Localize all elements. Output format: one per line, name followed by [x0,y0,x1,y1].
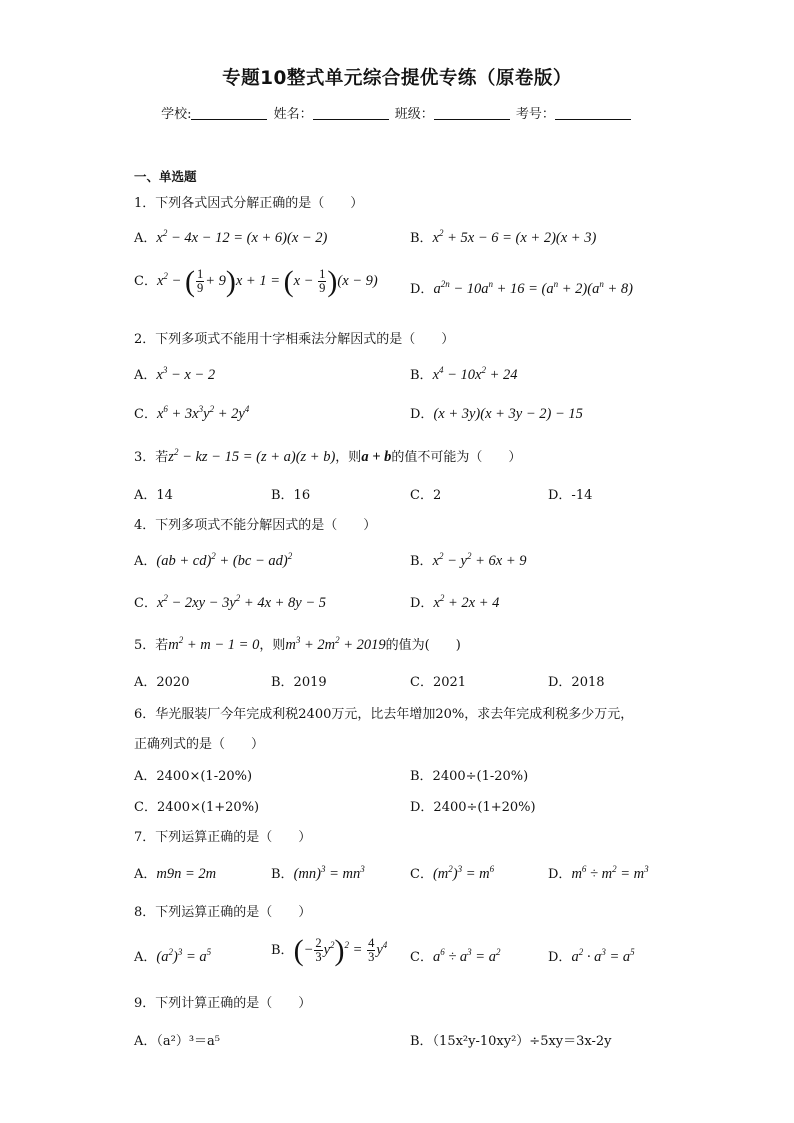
q2-option-d[interactable]: D．(x + 3y)(x + 3y − 2) − 15 [410,406,583,422]
q1-option-c[interactable]: C．$x^2$ − ( $\frac{1}{9}$ + 9)x + 1 = (x − $\frac{1}{9}$ )(x − 9) [134,264,378,298]
q9-option-a[interactable]: A．（a²）³＝a⁵ [134,1034,221,1049]
q8-option-a[interactable]: A．$(a^2)^3 = a^5$ [134,947,212,965]
q5-option-c[interactable]: C．2021 [410,675,467,690]
q6-option-c[interactable]: C．2400×(1+20%) [134,800,260,815]
q6-option-b[interactable]: B．2400÷(1-20%) [410,769,529,784]
q3-option-a[interactable]: A．14 [134,488,173,503]
q4-stem: 4．下列多项式不能分解因式的是（ ） [134,518,377,533]
q1-stem: 1．下列各式因式分解正确的是（ ） [134,196,364,211]
q6-option-a[interactable]: A．2400×(1-20%) [134,769,253,784]
q2-stem: 2．下列多项式不能用十字相乘法分解因式的是（ ） [134,332,455,347]
name-blank[interactable] [313,106,389,120]
q1-option-a[interactable]: A．$x^2 - 4x - 12 = (x + 6)(x - 2)$ [134,228,328,246]
q2-option-a[interactable]: A．$x^3 - x - 2$ [134,365,216,383]
q8-option-c[interactable]: C．$a^6 \div a^3 = a^2$ [410,947,501,965]
q5-option-b[interactable]: B．2019 [271,675,327,690]
school-label: 学校: [161,107,192,122]
class-label: 班级： [394,107,434,122]
q5-stem: 5．若$m^2 + m - 1 = 0$，则$m^3 + 2m^2 + 2019$的值为( ) [134,635,461,653]
q7-option-d[interactable]: D．$m^6 \div m^2 = m^3$ [548,864,649,882]
q1-option-d[interactable]: D．$a^{2n} - 10a^n + 16 = (a^n + 2)(a^n + 8)$ [410,279,633,297]
q7-option-c[interactable]: C．$(m^2)^3 = m^6$ [410,864,495,882]
q8-option-d[interactable]: D．$a^2 \cdot a^3 = a^5$ [548,947,635,965]
q1-option-b[interactable]: B．$x^2 + 5x - 6 = (x + 2)(x + 3)$ [410,228,597,246]
q2-option-c[interactable]: C．$x^6 + 3x^3y^2 + 2y^4$ [134,404,250,422]
q7-stem: 7．下列运算正确的是（ ） [134,830,312,845]
q5-option-d[interactable]: D．2018 [548,675,605,690]
student-info-line [0,103,794,122]
document-title: 专题10整式单元综合提优专练（原卷版） [222,68,572,89]
q3-option-c[interactable]: C．2 [410,488,442,503]
class-blank[interactable] [434,106,510,120]
q3-option-d[interactable]: D．-14 [548,488,593,503]
q6-stem-line2: 正确列式的是（ ） [134,737,265,752]
q4-option-c[interactable]: C．$x^2 - 2xy - 3y^2 + 4x + 8y - 5$ [134,593,327,611]
q6-stem-line1: 6．华光服装厂今年完成利税2400万元，比去年增加20%，求去年完成利税多少万元， [134,707,634,722]
q7-option-a[interactable]: A．m9n = 2m [134,866,217,882]
id-label: 考号： [515,107,555,122]
q4-option-d[interactable]: D．$x^2 + 2x + 4$ [410,593,500,611]
q4-option-a[interactable]: A．(ab + cd)$^2$ + (bc − ad)$^2$ [134,551,293,569]
school-blank[interactable] [191,106,267,120]
q5-option-a[interactable]: A．2020 [134,675,190,690]
q3-stem: 3．若$z^2$ − kz − 15 = (z + a)(z + b)，则a + b的值不可能为（ ） [134,447,522,465]
q2-option-b[interactable]: B．$x^4 - 10x^2 + 24$ [410,365,518,383]
q9-stem: 9．下列计算正确的是（ ） [134,996,312,1011]
id-blank[interactable] [555,106,631,120]
name-label: 姓名： [273,107,313,122]
q3-option-b[interactable]: B．16 [271,488,311,503]
section-heading: 一、单选题 [134,169,197,184]
q8-stem: 8．下列运算正确的是（ ） [134,905,312,920]
q8-option-b[interactable]: B．(− $\frac{2}{3}$ $y^2)^2$ = $\frac{4}{3}$ $y^4$ [271,933,388,967]
q4-option-b[interactable]: B．$x^2 - y^2 + 6x + 9$ [410,551,527,569]
q7-option-b[interactable]: B．$(mn)^3 = mn^3$ [271,864,365,882]
q6-option-d[interactable]: D．2400÷(1+20%) [410,800,536,815]
q9-option-b[interactable]: B．（15x²y-10xy²）÷5xy＝3x-2y [410,1034,612,1049]
